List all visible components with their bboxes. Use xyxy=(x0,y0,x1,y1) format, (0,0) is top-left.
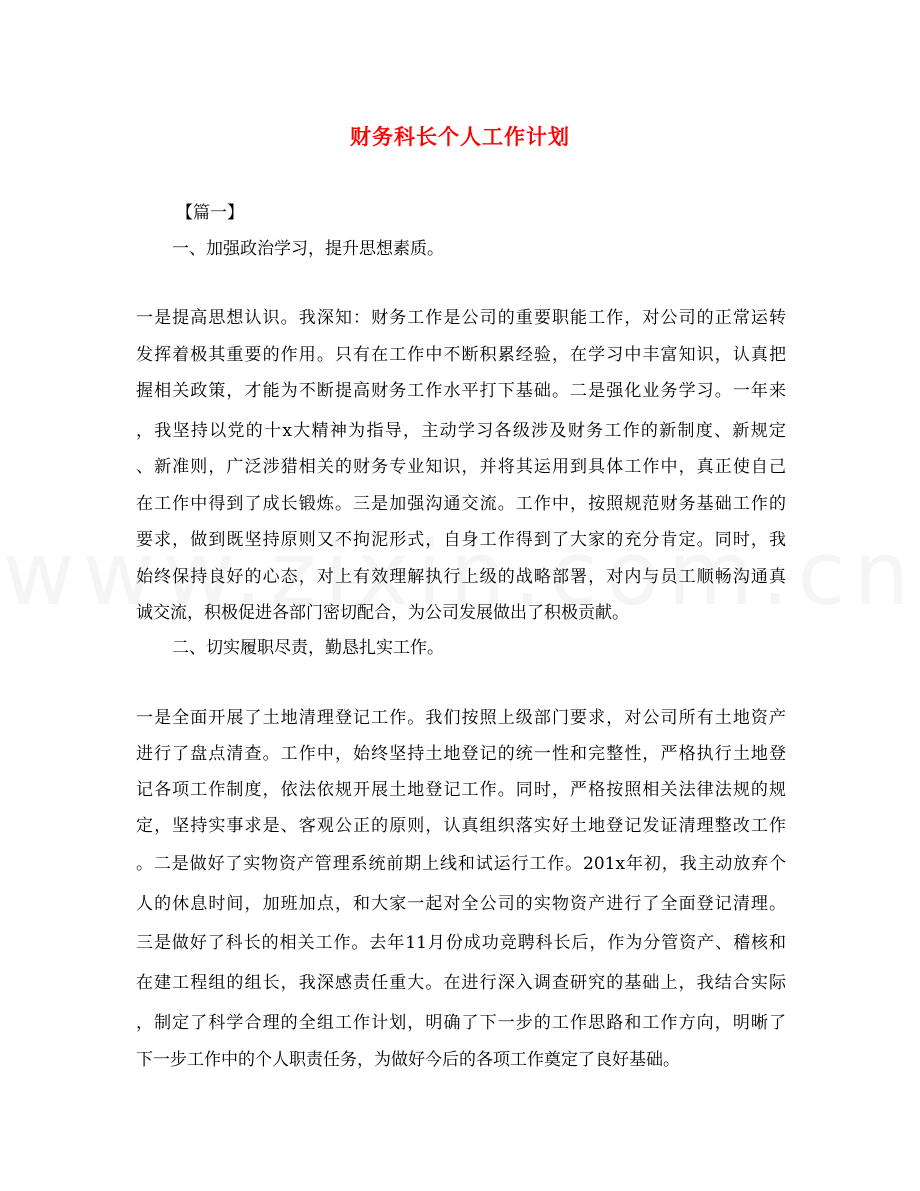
document-title: 财务科长个人工作计划 xyxy=(350,124,570,149)
paragraph-2-line: 。二是做好了实物资产管理系统前期上线和试运行工作。201x年初，我主动放弃个 xyxy=(136,854,786,874)
paragraph-2-line: 记各项工作制度，依法依规开展土地登记工作。同时，严格按照相关法律法规的规 xyxy=(136,780,786,800)
paragraph-1-line: 要求，做到既坚持原则又不拘泥形式，自身工作得到了大家的充分肯定。同时，我 xyxy=(136,530,786,550)
paragraph-1-line: 诚交流，积极促进各部门密切配合，为公司发展做出了积极贡献。 xyxy=(136,603,629,623)
paragraph-2-line: 定，坚持实事求是、客观公正的原则，认真组织落实好土地登记发证清理整改工作 xyxy=(136,816,786,836)
paragraph-2-line: ，制定了科学合理的全组工作计划，明确了下一步的工作思路和工作方向，明晰了 xyxy=(136,1013,786,1033)
section-heading-2: 二、切实履职尽责，勤恳扎实工作。 xyxy=(172,638,444,658)
paragraph-1-line: 、新准则，广泛涉猎相关的财务专业知识，并将其运用到具体工作中，真正使自己 xyxy=(136,457,786,477)
section-heading-1: 一、加强政治学习，提升思想素质。 xyxy=(172,239,444,259)
paragraph-1-line: 始终保持良好的心态，对上有效理解执行上级的战略部署，对内与员工顺畅沟通真 xyxy=(136,567,786,587)
paragraph-2-line: 人的休息时间，加班加点，和大家一起对全公司的实物资产进行了全面登记清理。 xyxy=(136,894,786,914)
section-tag: 【篇一】 xyxy=(176,203,244,223)
paragraph-1-line: 在工作中得到了成长锻炼。三是加强沟通交流。工作中，按照规范财务基础工作的 xyxy=(136,494,786,514)
paragraph-2-line: 一是全面开展了土地清理登记工作。我们按照上级部门要求，对公司所有土地资产 xyxy=(136,708,786,728)
paragraph-1-line: 一是提高思想认识。我深知：财务工作是公司的重要职能工作，对公司的正常运转 xyxy=(136,308,786,328)
paragraph-2-line: 下一步工作中的个人职责任务，为做好今后的各项工作奠定了良好基础。 xyxy=(136,1050,680,1070)
paragraph-1-line: 发挥着极其重要的作用。只有在工作中不断积累经验，在学习中丰富知识，认真把 xyxy=(136,345,786,365)
paragraph-1-line: ，我坚持以党的十x大精神为指导，主动学习各级涉及财务工作的新制度、新规定 xyxy=(136,421,786,441)
paragraph-2-line: 进行了盘点清查。工作中，始终坚持土地登记的统一性和完整性，严格执行土地登 xyxy=(136,744,786,764)
paragraph-1-line: 握相关政策，才能为不断提高财务工作水平打下基础。二是强化业务学习。一年来 xyxy=(136,381,786,401)
paragraph-2-line: 在建工程组的组长，我深感责任重大。在进行深入调查研究的基础上，我结合实际 xyxy=(136,973,786,993)
paragraph-2-line: 三是做好了科长的相关工作。去年11月份成功竞聘科长后，作为分管资产、稽核和 xyxy=(136,933,786,953)
